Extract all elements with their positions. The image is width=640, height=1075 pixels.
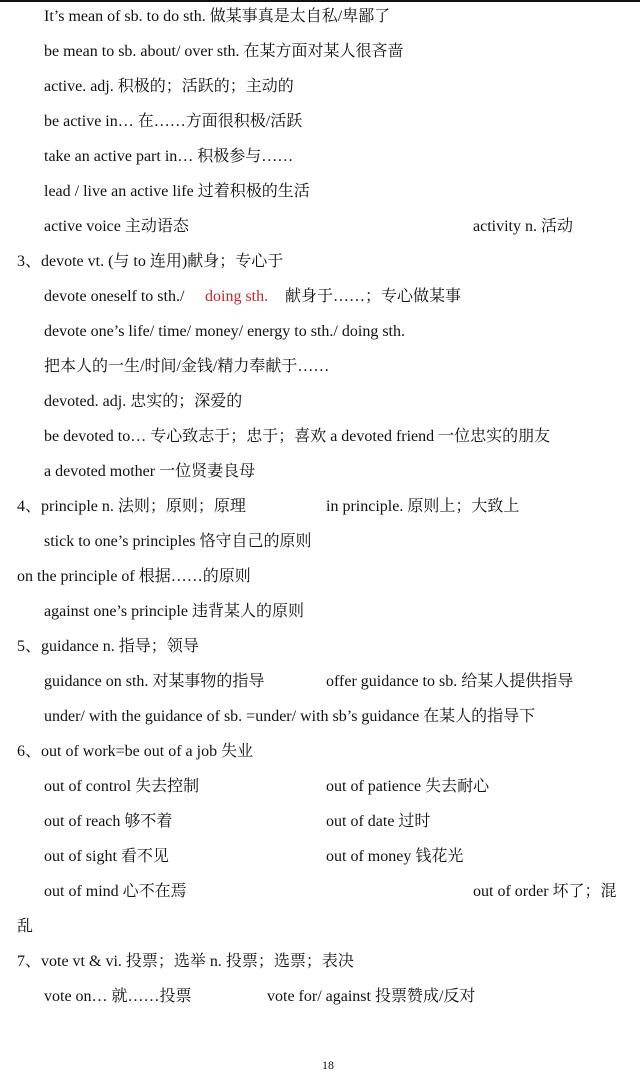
text-line (0, 532, 640, 567)
text-segment: devote oneself to sth./ (44, 288, 185, 305)
text-line (0, 602, 640, 637)
text-segment: out of sight 看不见 (44, 848, 169, 865)
text-segment: out of date 过时 (326, 813, 431, 830)
text-segment: in principle. 原则上；大致上 (326, 498, 520, 515)
text-segment: out of order 坏了；混 (473, 883, 617, 900)
text-segment: vote on… 就……投票 (44, 988, 192, 1005)
text-line (0, 952, 640, 987)
text-segment: offer guidance to sb. 给某人提供指导 (326, 673, 574, 690)
text-line (0, 7, 640, 42)
text-line (0, 427, 640, 462)
text-segment: 把本人的一生/时间/金钱/精力奉献于…… (44, 358, 330, 375)
page-number: 18 (322, 1058, 334, 1072)
text-line (0, 672, 640, 707)
text-line (0, 812, 640, 847)
text-segment: out of patience 失去耐心 (326, 778, 490, 795)
text-line (0, 357, 640, 392)
text-segment: on the principle of 根据……的原则 (17, 568, 251, 585)
text-segment: vote for/ against 投票赞成/反对 (267, 988, 476, 1005)
text-segment: devoted. adj. 忠实的；深爱的 (44, 393, 243, 410)
text-segment: out of money 钱花光 (326, 848, 464, 865)
text-line (0, 77, 640, 112)
top-border-rule (0, 0, 640, 2)
text-line (0, 217, 640, 252)
text-segment: 5、guidance n. 指导；领导 (17, 638, 199, 655)
text-segment: be devoted to… 专心致志于；忠于；喜欢 a devoted friend 一位忠实的朋友 (44, 428, 551, 445)
text-segment: activity n. 活动 (473, 218, 573, 235)
text-line (0, 287, 640, 322)
text-segment: lead / live an active life 过着积极的生活 (44, 183, 310, 200)
text-line (0, 112, 640, 147)
highlighted-text: doing sth. (205, 288, 269, 305)
text-segment: It’s mean of sb. to do sth. 做某事真是太自私/卑鄙了 (44, 8, 391, 25)
text-segment: against one’s principle 违背某人的原则 (44, 603, 304, 620)
text-line (0, 182, 640, 217)
text-line (0, 322, 640, 357)
text-segment: devote one’s life/ time/ money/ energy to sth./ doing sth. (44, 323, 405, 340)
text-line (0, 392, 640, 427)
text-segment: be mean to sb. about/ over sth. 在某方面对某人很吝啬 (44, 43, 404, 60)
text-line (0, 637, 640, 672)
text-line (0, 777, 640, 812)
text-line (0, 462, 640, 497)
text-line (0, 567, 640, 602)
text-segment: active. adj. 积极的；活跃的；主动的 (44, 78, 294, 95)
text-segment: take an active part in… 积极参与…… (44, 148, 294, 165)
text-segment: active voice 主动语态 (44, 218, 189, 235)
text-segment: stick to one’s principles 恪守自己的原则 (44, 533, 312, 550)
text-segment: 7、vote vt & vi. 投票；选举 n. 投票；选票；表决 (17, 953, 354, 970)
text-line (0, 917, 640, 952)
text-line (0, 497, 640, 532)
text-line (0, 252, 640, 287)
text-line (0, 847, 640, 882)
text-segment: 6、out of work=be out of a job 失业 (17, 743, 254, 760)
text-segment: 3、devote vt. (与 to 连用)献身；专心于 (17, 253, 284, 270)
text-segment: out of mind 心不在焉 (44, 883, 187, 900)
text-line (0, 42, 640, 77)
text-segment: be active in… 在……方面很积极/活跃 (44, 113, 303, 130)
text-segment: 献身于……；专心做某事 (285, 288, 462, 305)
text-line (0, 147, 640, 182)
text-line (0, 987, 640, 1022)
text-line (0, 707, 640, 742)
text-segment: 乱 (17, 918, 34, 935)
text-line (0, 882, 640, 917)
text-segment: out of control 失去控制 (44, 778, 200, 795)
text-segment: a devoted mother 一位贤妻良母 (44, 463, 256, 480)
text-segment: out of reach 够不着 (44, 813, 173, 830)
text-line (0, 742, 640, 777)
text-segment: 4、principle n. 法则；原则；原理 (17, 498, 246, 515)
text-segment: guidance on sth. 对某事物的指导 (44, 673, 265, 690)
text-segment: under/ with the guidance of sb. =under/ with sb’s guidance 在某人的指导下 (44, 708, 536, 725)
